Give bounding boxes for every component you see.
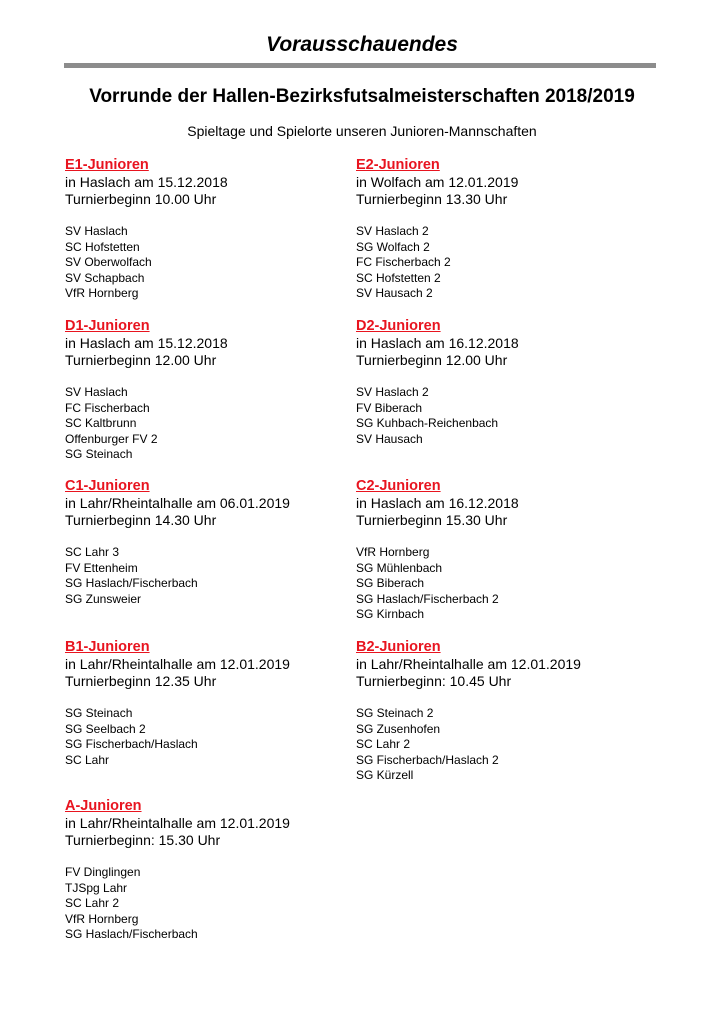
team-item: SV Haslach bbox=[65, 224, 128, 238]
group-title: B1-Junioren bbox=[65, 639, 150, 655]
group-title: B2-Junioren bbox=[356, 639, 441, 655]
group-title: E2-Junioren bbox=[356, 157, 440, 173]
group-venue: in Haslach am 15.12.2018 bbox=[65, 335, 228, 351]
team-item: FV Ettenheim bbox=[65, 560, 138, 575]
team-item: SG Fischerbach/Haslach bbox=[65, 737, 198, 751]
group-title: E1-Junioren bbox=[65, 157, 149, 173]
group-title: A-Junioren bbox=[65, 798, 142, 814]
team-item: FC Fischerbach 2 bbox=[356, 255, 451, 269]
team-item: SG Steinach 2 bbox=[356, 706, 434, 720]
team-item: SC Lahr 2 bbox=[356, 737, 411, 751]
group-start-time: Turnierbeginn 12.35 Uhr bbox=[65, 673, 217, 689]
header-divider bbox=[64, 63, 656, 68]
group-venue: in Lahr/Rheintalhalle am 12.01.2019 bbox=[65, 656, 290, 672]
page-header-title: Vorausschauendes bbox=[266, 33, 458, 56]
group-c1-junioren bbox=[65, 478, 355, 607]
group-b2-junioren bbox=[356, 639, 646, 784]
group-venue: in Haslach am 16.12.2018 bbox=[356, 495, 519, 511]
team-item: TJSpg Lahr bbox=[65, 880, 128, 895]
team-item: SG Steinach bbox=[65, 447, 133, 461]
group-title: D2-Junioren bbox=[356, 318, 441, 334]
team-item: SV Oberwolfach bbox=[65, 255, 152, 269]
document-title: Vorrunde der Hallen-Bezirksfutsalmeisterschaften 2018/2019 bbox=[89, 86, 635, 107]
group-start-time: Turnierbeginn 15.30 Uhr bbox=[356, 512, 508, 528]
team-list bbox=[65, 706, 355, 768]
group-start-time: Turnierbeginn: 15.30 Uhr bbox=[65, 832, 221, 848]
team-item: FV Biberach bbox=[356, 400, 423, 415]
team-item: SG Kirnbach bbox=[356, 607, 425, 621]
team-item: SG Wolfach 2 bbox=[356, 239, 430, 254]
team-item: Offenburger FV 2 bbox=[65, 431, 158, 446]
team-list bbox=[65, 224, 355, 302]
group-start-time: Turnierbeginn 10.00 Uhr bbox=[65, 191, 217, 207]
team-item: FV Dinglingen bbox=[65, 865, 141, 879]
team-item: VfR Hornberg bbox=[65, 911, 139, 926]
group-start-time: Turnierbeginn 12.00 Uhr bbox=[65, 352, 217, 368]
group-venue: in Haslach am 16.12.2018 bbox=[356, 335, 519, 351]
team-item: SV Hausach 2 bbox=[356, 286, 433, 300]
team-item: SC Lahr 2 bbox=[65, 896, 120, 910]
team-item: SG Haslach/Fischerbach 2 bbox=[356, 591, 499, 606]
group-title: D1-Junioren bbox=[65, 318, 150, 334]
team-item: SG Zunsweier bbox=[65, 591, 142, 606]
group-title: C1-Junioren bbox=[65, 478, 150, 494]
group-start-time: Turnierbeginn: 10.45 Uhr bbox=[356, 673, 512, 689]
team-item: SG Haslach/Fischerbach bbox=[65, 576, 198, 590]
team-item: VfR Hornberg bbox=[356, 545, 430, 559]
team-item: SG Kuhbach-Reichenbach bbox=[356, 416, 499, 430]
team-item: SG Biberach bbox=[356, 576, 425, 590]
team-item: FC Fischerbach bbox=[65, 400, 150, 415]
team-item: SV Hausach bbox=[356, 431, 423, 446]
team-list bbox=[65, 865, 355, 943]
team-item: SG Haslach/Fischerbach bbox=[65, 927, 198, 941]
team-item: SG Zusenhofen bbox=[356, 721, 441, 736]
group-c2-junioren bbox=[356, 478, 646, 623]
team-item: SV Haslach 2 bbox=[356, 224, 429, 238]
team-list bbox=[356, 706, 646, 784]
team-item: SC Hofstetten bbox=[65, 239, 140, 254]
team-item: SC Kaltbrunn bbox=[65, 416, 137, 430]
group-a-junioren bbox=[65, 798, 355, 943]
team-item: SG Kürzell bbox=[356, 768, 414, 782]
group-venue: in Lahr/Rheintalhalle am 06.01.2019 bbox=[65, 495, 290, 511]
team-item: SC Hofstetten 2 bbox=[356, 270, 441, 285]
group-start-time: Turnierbeginn 14.30 Uhr bbox=[65, 512, 217, 528]
group-b1-junioren bbox=[65, 639, 355, 768]
team-item: SG Fischerbach/Haslach 2 bbox=[356, 752, 499, 767]
group-venue: in Lahr/Rheintalhalle am 12.01.2019 bbox=[356, 656, 581, 672]
team-list bbox=[65, 545, 355, 607]
document-subtitle: Spieltage und Spielorte unseren Junioren-Mannschaften bbox=[187, 123, 537, 139]
team-item: SV Haslach 2 bbox=[356, 385, 429, 399]
team-item: SG Mühlenbach bbox=[356, 560, 443, 575]
team-list bbox=[356, 545, 646, 623]
team-item: SC Lahr 3 bbox=[65, 545, 120, 559]
group-start-time: Turnierbeginn 13.30 Uhr bbox=[356, 191, 508, 207]
group-title: C2-Junioren bbox=[356, 478, 441, 494]
team-item: SG Steinach bbox=[65, 706, 133, 720]
team-item: SC Lahr bbox=[65, 752, 110, 767]
group-venue: in Wolfach am 12.01.2019 bbox=[356, 174, 519, 190]
team-list bbox=[65, 385, 355, 463]
group-e1-junioren bbox=[65, 157, 355, 302]
group-e2-junioren bbox=[356, 157, 646, 302]
group-venue: in Lahr/Rheintalhalle am 12.01.2019 bbox=[65, 815, 290, 831]
team-item: SV Haslach bbox=[65, 385, 128, 399]
group-start-time: Turnierbeginn 12.00 Uhr bbox=[356, 352, 508, 368]
team-list bbox=[356, 385, 646, 447]
team-list bbox=[356, 224, 646, 302]
group-d2-junioren bbox=[356, 318, 646, 447]
team-item: SG Seelbach 2 bbox=[65, 721, 146, 736]
group-d1-junioren bbox=[65, 318, 355, 463]
team-item: VfR Hornberg bbox=[65, 286, 139, 300]
group-venue: in Haslach am 15.12.2018 bbox=[65, 174, 228, 190]
team-item: SV Schapbach bbox=[65, 270, 145, 285]
